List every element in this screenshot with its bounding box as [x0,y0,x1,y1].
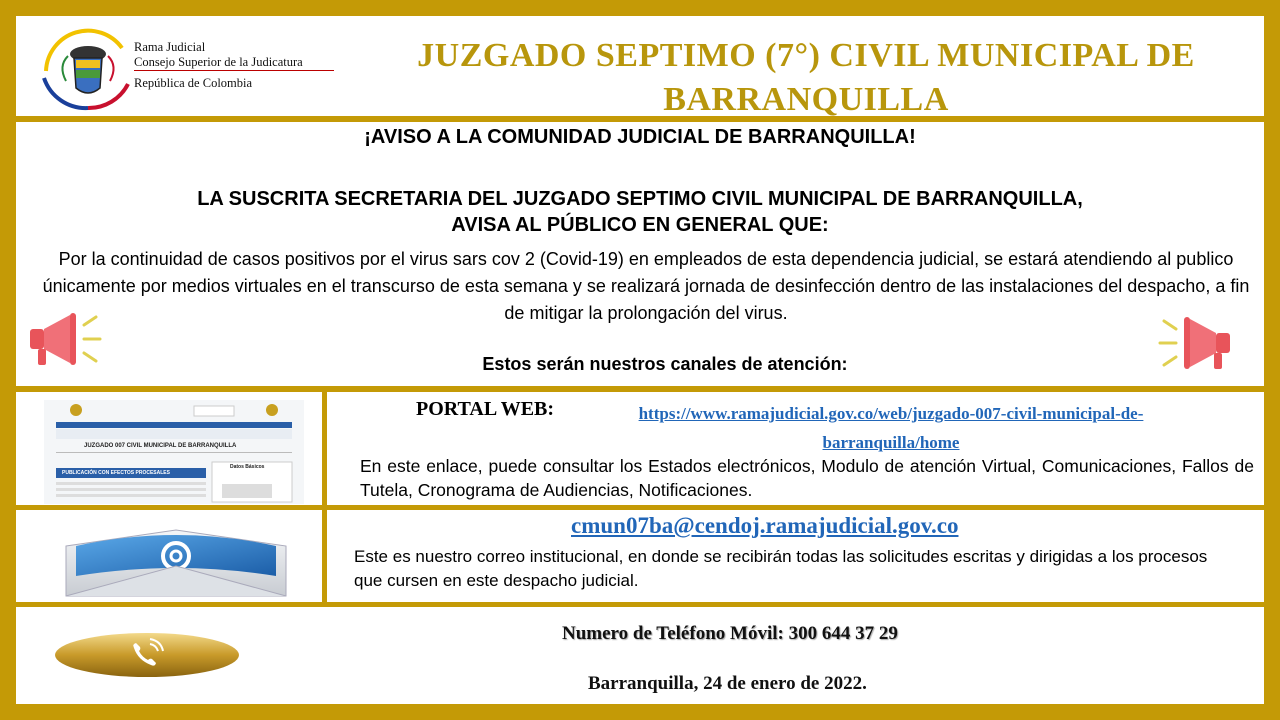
notice-board [16,16,1264,704]
notice-subtitle-line-1: LA SUSCRITA SECRETARIA DEL JUZGADO SEPTIMO CIVIL MUNICIPAL DE BARRANQUILLA, [197,188,1083,210]
portal-link[interactable] [591,399,1191,457]
notice-subtitle [16,186,1264,238]
divider-notice [16,386,1264,392]
court-title-line-2: BARRANQUILLA [663,81,949,118]
email-description: Este es nuestro correo institucional, en donde se recibirán todas las solicitudes escritas y dirigidas a los procesos que cursen en este despacho judicial. [354,547,1208,590]
megaphone-right-icon [1154,313,1234,373]
phone-number: Numero de Teléfono Móvil: 300 644 37 29 [562,623,898,644]
notice-date: Barranquilla, 24 de enero de 2022. [588,673,867,694]
logo-text [134,40,303,91]
logo-separator [134,70,334,71]
thumbnail-page-heading: JUZGADO 007 CIVIL MUNICIPAL DE BARRANQUILLA [84,443,237,449]
notice-body: Por la continuidad de casos positivos por el virus sars cov 2 (Covid-19) en empleados de esta dependencia judicial, se estará atendiendo al publico únicamente por medios virtuales en el transcurso de esta semana y se realizará jornada de desinfección dentro de las instalaciones del despacho, a fin de mitigar la prolongación del virus. [42,249,1250,323]
thumbnail-side-heading: Datos Básicos [230,464,265,470]
phone-icon [52,630,242,680]
logo-line-2: Consejo Superior de la Judicatura [134,55,303,69]
channels-heading: Estos serán nuestros canales de atención: [482,354,848,374]
megaphone-left-icon [26,309,106,369]
portal-label: PORTAL WEB: [416,398,555,420]
email-link[interactable]: cmun07ba@cendoj.ramajudicial.gov.co [571,513,959,538]
divider-portal [16,505,1264,510]
portal-link-line-1[interactable]: https://www.ramajudicial.gov.co/web/juzgado-007-civil-municipal-de- [638,404,1144,423]
email-envelope-icon [56,516,296,606]
logo-line-1: Rama Judicial [134,40,206,54]
divider-vertical-2 [322,510,327,602]
logo-line-3: República de Colombia [134,76,253,90]
portal-description: En este enlace, puede consultar los Estados electrónicos, Modulo de atención Virtual, Comunicaciones, Fallos de Tutela, Cronograma de Audiencias, Notificaciones. [360,456,1254,500]
thumbnail-section-heading: PUBLICACIÓN CON EFECTOS PROCESALES [62,470,170,476]
notice-title: ¡AVISO A LA COMUNIDAD JUDICIAL DE BARRANQUILLA! [364,126,916,148]
court-title [376,34,1236,122]
portal-screenshot-thumbnail [44,400,304,504]
court-title-line-1: JUZGADO SEPTIMO (7°) CIVIL MUNICIPAL DE [417,37,1195,74]
notice-subtitle-line-2: AVISA AL PÚBLICO EN GENERAL QUE: [451,214,829,236]
divider-vertical-1 [322,392,327,505]
portal-link-line-2[interactable]: barranquilla/home [822,433,960,452]
